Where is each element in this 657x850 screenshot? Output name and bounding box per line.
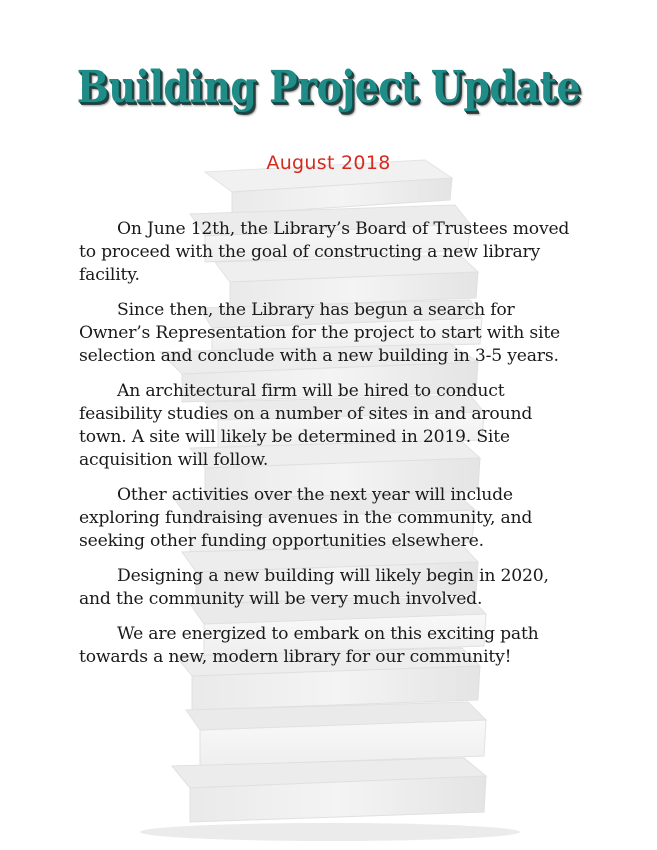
- paragraph: An architectural firm will be hired to conduct feasibility studies on a number of sites in and around town. A site will likely be determined in 2019. Site acquisition will follow.: [79, 381, 533, 470]
- paragraph: Other activities over the next year will include exploring fundraising avenues in the community, and seeking other funding opportunities elsewhere.: [79, 485, 533, 551]
- paragraph: Designing a new building will likely begin in 2020, and the community will be very much involved.: [79, 566, 549, 609]
- paragraph: We are energized to embark on this exciting path towards a new, modern library for our community!: [79, 624, 539, 667]
- paragraph: On June 12th, the Library’s Board of Trustees moved to proceed with the goal of constructing a new library facility.: [79, 219, 570, 285]
- paragraph: Since then, the Library has begun a search for Owner’s Representation for the project to start with site selection and conclude with a new building in 3-5 years.: [79, 300, 560, 366]
- date-subtitle: August 2018: [266, 152, 391, 174]
- article-body: [79, 218, 579, 681]
- page-title: Building Project Update: [76, 62, 581, 113]
